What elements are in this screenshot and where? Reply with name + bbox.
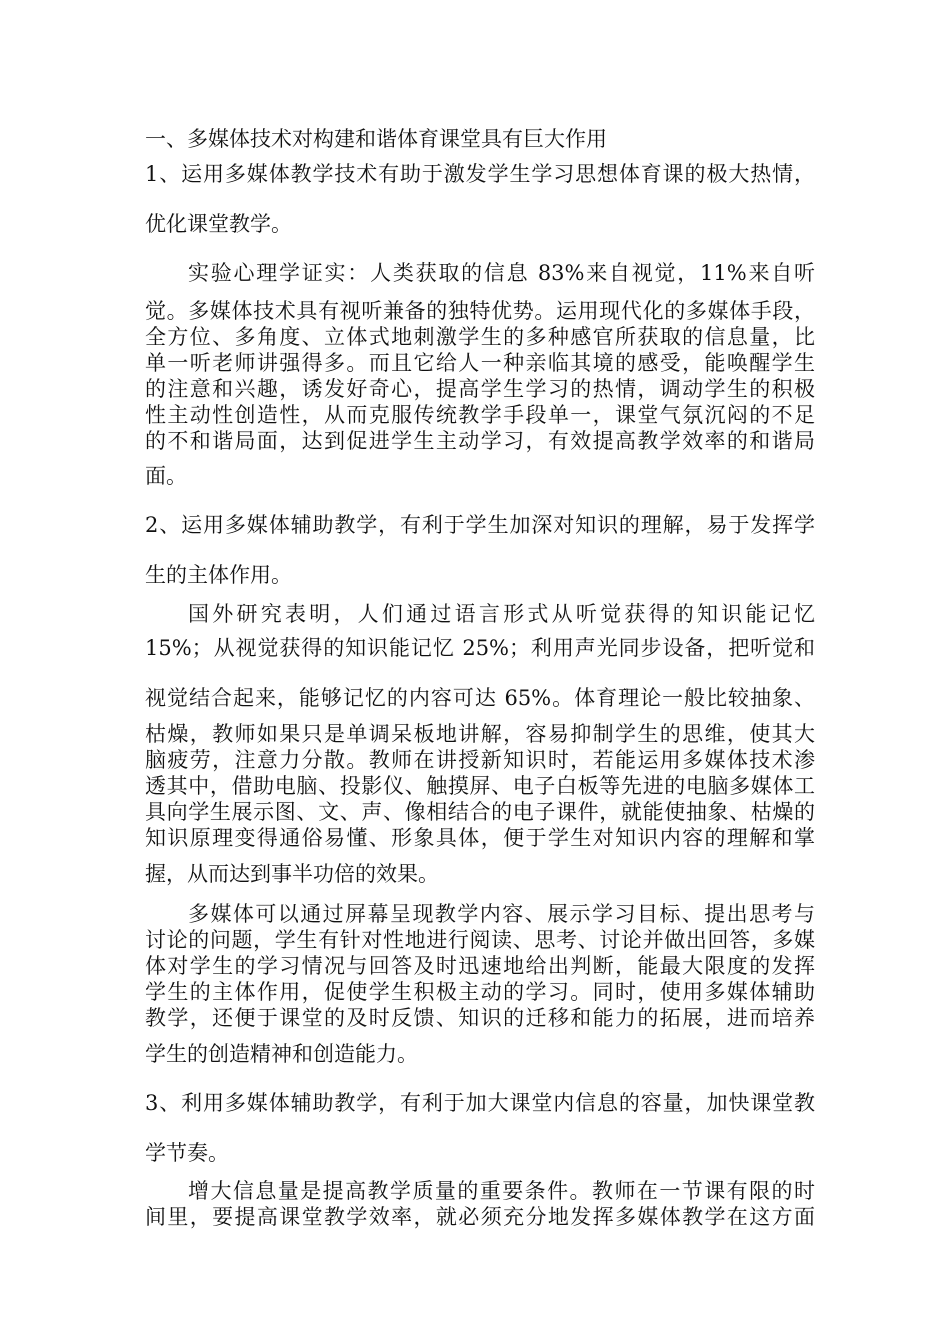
paragraph-3-line-3: 体对学生的学习情况与回答及时迅速地给出判断，能最大限度的发挥: [145, 954, 815, 978]
paragraph-2-line-6: 透其中，借助电脑、投影仪、触摸屏、电子白板等先进的电脑多媒体工: [145, 774, 815, 798]
paragraph-4-line-2: 间里，要提高课堂教学效率，就必须充分地发挥多媒体教学在这方面: [145, 1205, 815, 1229]
subheading-3-line-2: 学节奏。: [145, 1141, 229, 1165]
paragraph-1-line-1: 实验心理学证实：人类获取的信息 83%来自视觉，11%来自听: [188, 261, 815, 285]
paragraph-3-line-1: 多媒体可以通过屏幕呈现教学内容、展示学习目标、提出思考与: [188, 902, 815, 926]
paragraph-2-line-2: 15%；从视觉获得的知识能记忆 25%；利用声光同步设备，把听觉和: [145, 636, 815, 660]
subheading-2-line-1: 2、运用多媒体辅助教学，有利于学生加深对知识的理解，易于发挥学: [145, 513, 815, 537]
paragraph-1-line-8: 面。: [145, 464, 187, 488]
section-heading: 一、多媒体技术对构建和谐体育课堂具有巨大作用: [145, 127, 607, 151]
paragraph-2-line-7: 具向学生展示图、文、声、像相结合的电子课件，就能使抽象、枯燥的: [145, 800, 815, 824]
paragraph-2-line-4: 枯燥，教师如果只是单调呆板地讲解，容易抑制学生的思维，使其大: [145, 722, 815, 746]
paragraph-2-line-8: 知识原理变得通俗易懂、形象具体，便于学生对知识内容的理解和掌: [145, 826, 815, 850]
paragraph-2-line-9: 握，从而达到事半功倍的效果。: [145, 862, 439, 886]
paragraph-2-line-5: 脑疲劳，注意力分散。教师在讲授新知识时，若能运用多媒体技术渗: [145, 748, 815, 772]
paragraph-4-line-1: 增大信息量是提高教学质量的重要条件。教师在一节课有限的时: [188, 1179, 815, 1203]
subheading-3-line-1: 3、利用多媒体辅助教学，有利于加大课堂内信息的容量，加快课堂教: [145, 1091, 815, 1115]
paragraph-1-line-5: 的注意和兴趣，诱发好奇心，提高学生学习的热情，调动学生的积极: [145, 377, 815, 401]
paragraph-1-line-3: 全方位、多角度、立体式地刺激学生的多种感官所获取的信息量，比: [145, 325, 815, 349]
paragraph-1-line-6: 性主动性创造性，从而克服传统教学手段单一，课堂气氛沉闷的不足: [145, 403, 815, 427]
paragraph-3-line-5: 教学，还便于课堂的及时反馈、知识的迁移和能力的拓展，进而培养: [145, 1006, 815, 1030]
subheading-1-line-1: 1、运用多媒体教学技术有助于激发学生学习思想体育课的极大热情，: [145, 162, 815, 186]
subheading-1-line-2: 优化课堂教学。: [145, 212, 292, 236]
paragraph-3-line-6: 学生的创造精神和创造能力。: [145, 1042, 418, 1066]
subheading-2-line-2: 生的主体作用。: [145, 563, 292, 587]
paragraph-2-line-3: 视觉结合起来，能够记忆的内容可达 65%。体育理论一般比较抽象、: [145, 686, 815, 710]
paragraph-1-line-7: 的不和谐局面，达到促进学生主动学习，有效提高教学效率的和谐局: [145, 429, 815, 453]
paragraph-1-line-4: 单一听老师讲强得多。而且它给人一种亲临其境的感受，能唤醒学生: [145, 351, 815, 375]
paragraph-2-line-1: 国外研究表明，人们通过语言形式从听觉获得的知识能记忆: [188, 602, 815, 626]
paragraph-3-line-2: 讨论的问题，学生有针对性地进行阅读、思考、讨论并做出回答，多媒: [145, 928, 815, 952]
paragraph-1-line-2: 觉。多媒体技术具有视听兼备的独特优势。运用现代化的多媒体手段，: [145, 299, 815, 323]
paragraph-3-line-4: 学生的主体作用，促使学生积极主动的学习。同时，使用多媒体辅助: [145, 980, 815, 1004]
